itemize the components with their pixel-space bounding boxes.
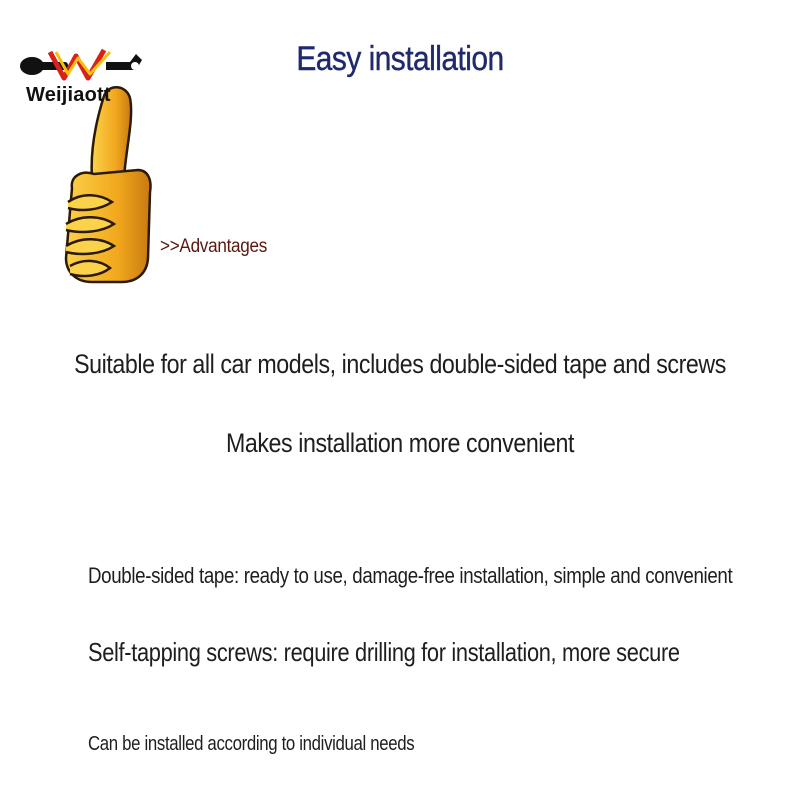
brand-name: Weijiaott	[26, 84, 111, 106]
custom-install-text: Can be installed according to individual needs	[88, 733, 415, 755]
page-title: Easy installation	[296, 40, 504, 78]
thumbs-up-icon	[52, 78, 157, 288]
tape-detail-text: Double-sided tape: ready to use, damage-free installation, simple and convenient	[88, 563, 733, 588]
advantages-label: >>Advantages	[160, 236, 268, 257]
convenience-text: Makes installation more convenient	[225, 428, 575, 458]
compatibility-text: Suitable for all car models, includes double-sided tape and screws	[74, 349, 726, 379]
screws-detail-text: Self-tapping screws: require drilling for installation, more secure	[88, 637, 680, 667]
